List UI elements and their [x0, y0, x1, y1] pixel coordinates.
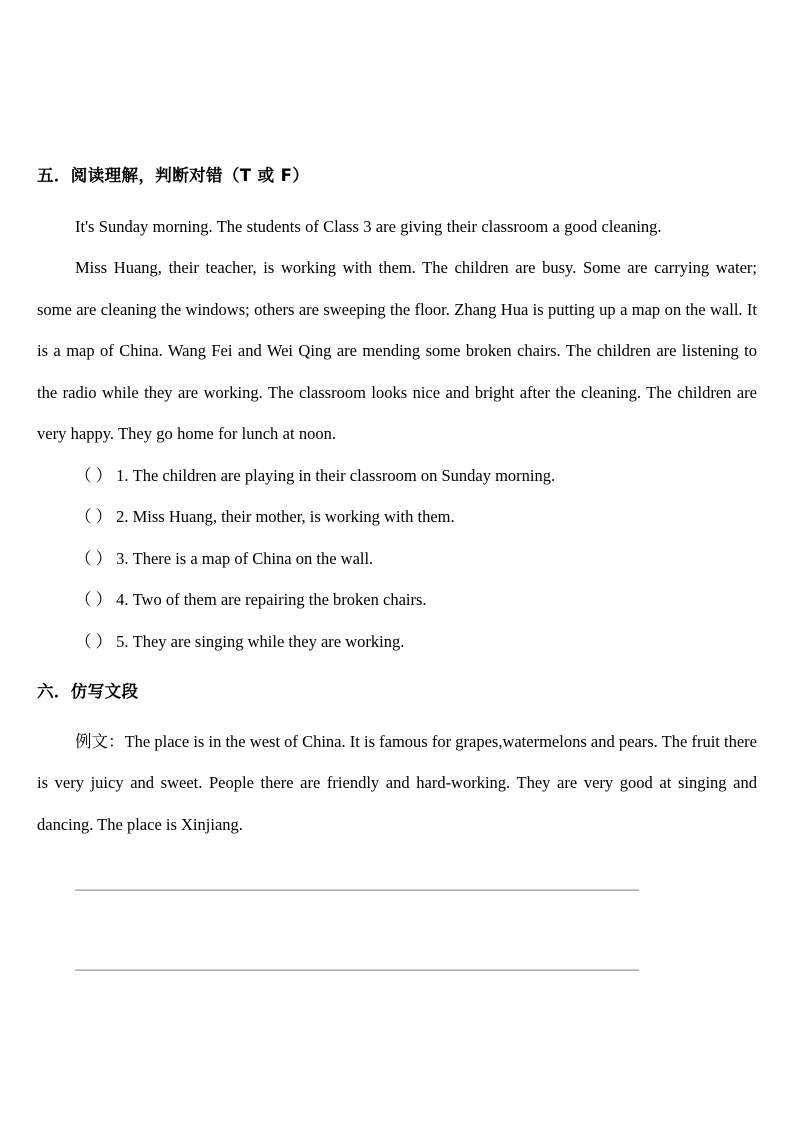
- passage-paragraph-1: It's Sunday morning. The students of Class 3 are giving their classroom a good cleaning.: [75, 216, 662, 236]
- answer-bracket[interactable]: （ ）: [75, 465, 113, 485]
- answer-bracket[interactable]: （ ）: [75, 631, 113, 651]
- list-item[interactable]: [37, 496, 757, 538]
- list-item[interactable]: [37, 538, 757, 580]
- question-number: 3.: [116, 548, 129, 568]
- true-false-question-list: [37, 455, 757, 663]
- question-number: 4.: [116, 590, 129, 609]
- sample-text: The place is in the west of China. It is famous for grapes,watermelons and pears. The fruit there is very juicy and sweet. People there are friendly and hard-working. They are very good at singing and dancing. The place is Xinjiang.: [37, 731, 757, 834]
- question-text: The children are playing in their classroom on Sunday morning.: [132, 465, 556, 485]
- answer-lines-group: [75, 868, 715, 989]
- question-text: They are singing while they are working.: [132, 631, 405, 651]
- section-six-heading: 六．仿写文段: [37, 682, 139, 701]
- passage-paragraph-2: Miss Huang, their teacher, is working with them. The children are busy. Some are carrying water; some are cleaning the windows; others are sweeping the floor. Zhang Hua is putting up a map on the wall. It is a map of China. Wang Fei and Wei Qing are mending some broken chairs. The children are listening to the radio while they are working. The classroom looks nice and bright after the cleaning. The children are very happy. They go home for lunch at noon.: [37, 258, 757, 443]
- document-content: [37, 168, 757, 845]
- answer-blank-line-2[interactable]: ———————————————————————————————————: [75, 958, 639, 978]
- answer-blank-line-1[interactable]: ———————————————————————————————————: [75, 879, 639, 898]
- question-text: There is a map of China on the wall.: [132, 548, 374, 568]
- list-item[interactable]: [37, 455, 757, 497]
- sample-paragraph: [37, 721, 757, 846]
- question-number: 1.: [116, 465, 129, 485]
- question-number: 5.: [116, 631, 129, 651]
- question-text: Two of them are repairing the broken chairs.: [132, 590, 427, 609]
- answer-bracket[interactable]: （ ）: [75, 507, 113, 526]
- answer-bracket[interactable]: （ ）: [75, 590, 113, 609]
- answer-bracket[interactable]: （ ）: [75, 548, 113, 568]
- sample-label: 例文：: [75, 731, 125, 751]
- section-five-heading: 五．阅读理解，判断对错（T 或 F）: [37, 166, 310, 185]
- list-item[interactable]: [37, 621, 757, 663]
- list-item[interactable]: [37, 579, 757, 621]
- question-number: 2.: [116, 507, 129, 526]
- question-text: Miss Huang, their mother, is working with them.: [132, 507, 455, 526]
